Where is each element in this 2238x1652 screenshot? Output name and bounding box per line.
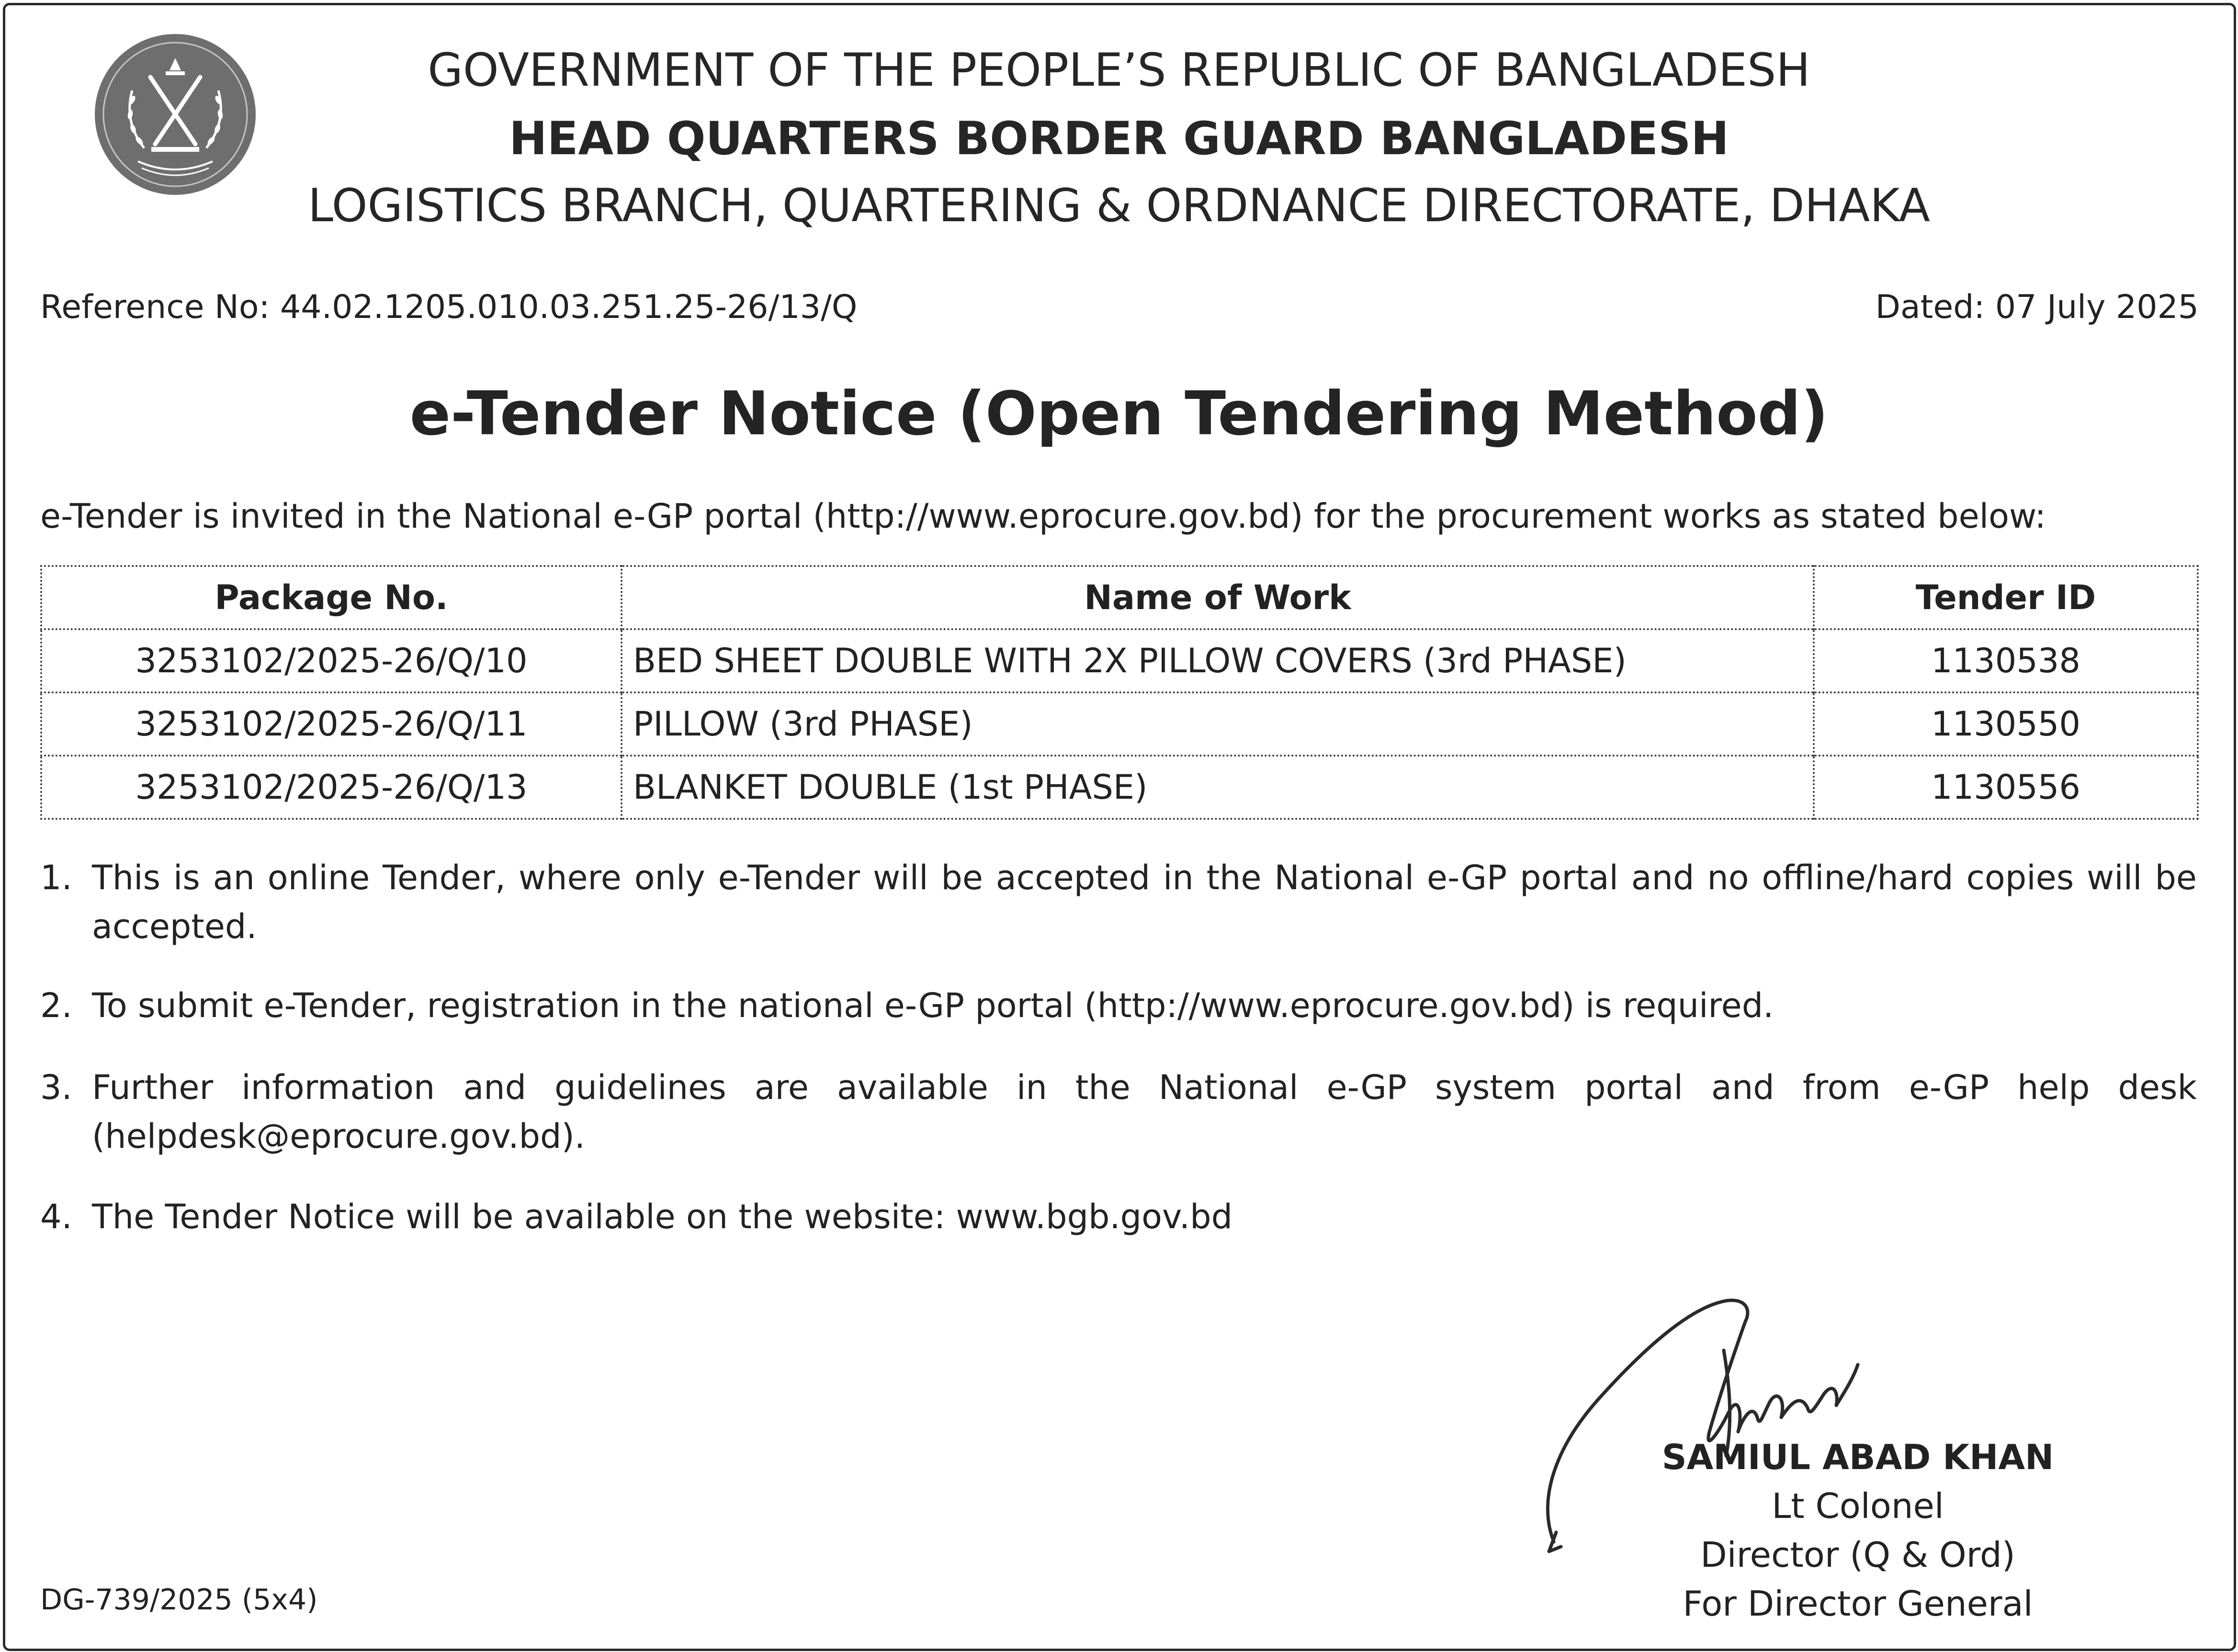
list-item <box>40 1192 2197 1241</box>
package-table <box>40 565 2199 820</box>
intro-text: e-Tender is invited in the National e-GP portal (http://www.eprocure.gov.bd) for the procurement works as stated below: <box>40 497 2046 536</box>
tender-id: 1130550 <box>1814 692 2198 756</box>
note-text: This is an online Tender, where only e-Tender will be accepted in the National e-GP portal and no offline/hard copies will be accepted. <box>92 858 2197 946</box>
signatory-for: For Director General <box>1683 1584 2033 1624</box>
column-header-work: Name of Work <box>622 566 1814 629</box>
signatory-block <box>1628 1433 2088 1628</box>
column-header-package: Package No. <box>41 566 622 629</box>
notice-title: e-Tender Notice (Open Tendering Method) <box>409 378 1829 449</box>
table-row <box>41 692 2198 756</box>
tender-id: 1130556 <box>1814 756 2198 819</box>
column-header-tender-id: Tender ID <box>1814 566 2198 629</box>
tender-id: 1130538 <box>1814 629 2198 692</box>
package-number: 3253102/2025-26/Q/13 <box>41 756 622 819</box>
table-row <box>41 756 2198 819</box>
work-name: BED SHEET DOUBLE WITH 2X PILLOW COVERS (3rd PHASE) <box>622 629 1814 692</box>
table-row <box>41 629 2198 692</box>
package-number: 3253102/2025-26/Q/11 <box>41 692 622 756</box>
note-text: Further information and guidelines are available in the National e-GP system portal and from e-GP help desk (helpdesk@eprocure.gov.bd). <box>92 1068 2197 1156</box>
work-name: PILLOW (3rd PHASE) <box>622 692 1814 756</box>
list-item <box>40 1063 2197 1161</box>
note-number: 2. <box>40 986 72 1025</box>
note-text: The Tender Notice will be available on the website: www.bgb.gov.bd <box>92 1197 1233 1236</box>
note-number: 3. <box>40 1068 72 1107</box>
signatory-rank: Lt Colonel <box>1772 1486 1944 1526</box>
reference-number: Reference No: 44.02.1205.010.03.251.25-26/13/Q <box>40 288 858 326</box>
note-number: 1. <box>40 858 72 897</box>
footer-code: DG-739/2025 (5x4) <box>40 1583 318 1617</box>
header-branch-line: LOGISTICS BRANCH, QUARTERING & ORDNANCE DIRECTORATE, DHAKA <box>308 180 1930 232</box>
work-name: BLANKET DOUBLE (1st PHASE) <box>622 756 1814 819</box>
header-government-line: GOVERNMENT OF THE PEOPLE’S REPUBLIC OF BANGLADESH <box>428 44 1810 97</box>
notice-date: Dated: 07 July 2025 <box>1875 288 2199 326</box>
table-header-row <box>41 566 2198 629</box>
signatory-designation: Director (Q & Ord) <box>1700 1535 2015 1575</box>
package-number: 3253102/2025-26/Q/10 <box>41 629 622 692</box>
list-item <box>40 981 2197 1030</box>
header-hq-line: HEAD QUARTERS BORDER GUARD BANGLADESH <box>509 113 1729 165</box>
note-text: To submit e-Tender, registration in the national e-GP portal (http://www.eprocure.gov.bd) is required. <box>92 986 1774 1025</box>
signatory-name: SAMIUL ABAD KHAN <box>1662 1437 2054 1477</box>
list-item <box>40 853 2197 951</box>
note-number: 4. <box>40 1197 72 1236</box>
